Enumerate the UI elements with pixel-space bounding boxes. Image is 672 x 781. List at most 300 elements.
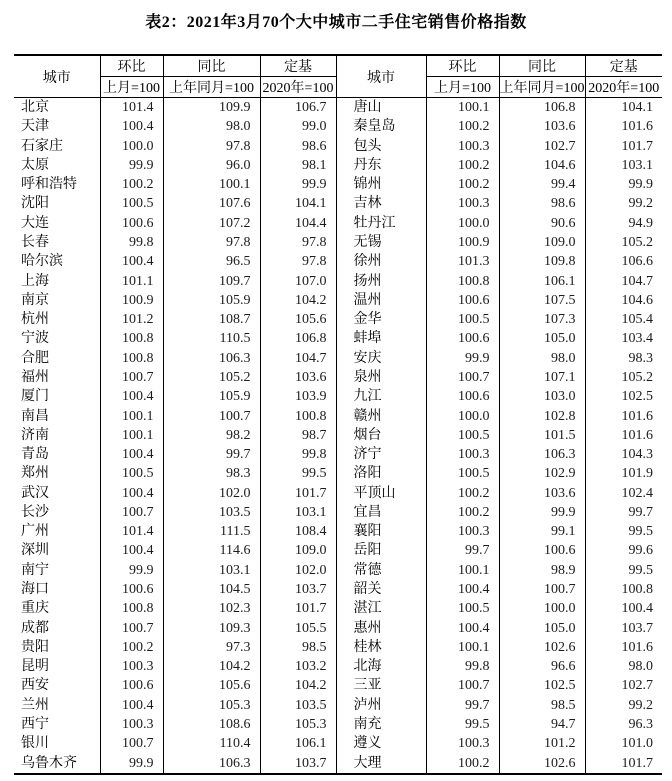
city-cell bbox=[14, 464, 100, 483]
city-cell bbox=[14, 754, 100, 774]
fixed-cell: 101.9 bbox=[585, 464, 662, 483]
yoy-cell: 103.6 bbox=[499, 117, 585, 136]
city-name: 济南 bbox=[21, 427, 49, 443]
city-name: 襄阳 bbox=[353, 524, 382, 540]
city-name: 昆明 bbox=[21, 659, 49, 675]
fixed-cell: 106.8 bbox=[260, 329, 336, 348]
city-cell bbox=[336, 117, 426, 136]
yoy-cell: 98.2 bbox=[163, 426, 260, 445]
city-cell bbox=[336, 580, 426, 599]
yoy-cell: 100.6 bbox=[499, 541, 585, 560]
city-name: 海口 bbox=[21, 582, 49, 598]
header-fixed-sub-right: 2020年=100 bbox=[585, 77, 662, 98]
mom-cell: 100.3 bbox=[426, 137, 499, 156]
mom-cell: 100.6 bbox=[100, 214, 163, 233]
mom-cell: 100.2 bbox=[100, 638, 163, 657]
table-row bbox=[14, 676, 662, 695]
table-row bbox=[14, 156, 662, 175]
table-row bbox=[14, 445, 662, 464]
city-cell bbox=[336, 156, 426, 175]
fixed-cell: 104.2 bbox=[260, 676, 336, 695]
mom-cell: 101.4 bbox=[100, 522, 163, 541]
city-name: 济宁 bbox=[353, 447, 382, 463]
mom-cell: 100.4 bbox=[426, 580, 499, 599]
yoy-cell: 102.6 bbox=[499, 754, 585, 774]
yoy-cell: 102.3 bbox=[163, 599, 260, 618]
yoy-cell: 105.6 bbox=[163, 676, 260, 695]
fixed-cell: 101.6 bbox=[585, 426, 662, 445]
city-cell bbox=[14, 214, 100, 233]
fixed-cell: 98.0 bbox=[585, 657, 662, 676]
table-row bbox=[14, 98, 662, 118]
city-name: 牡丹江 bbox=[353, 215, 396, 231]
mom-cell: 99.8 bbox=[426, 657, 499, 676]
table-row bbox=[14, 754, 662, 774]
mom-cell: 100.5 bbox=[426, 464, 499, 483]
fixed-cell: 99.9 bbox=[585, 175, 662, 194]
fixed-cell: 101.7 bbox=[260, 484, 336, 503]
yoy-cell: 98.3 bbox=[163, 464, 260, 483]
fixed-cell: 107.0 bbox=[260, 272, 336, 291]
mom-cell: 100.4 bbox=[426, 619, 499, 638]
fixed-cell: 94.9 bbox=[585, 214, 662, 233]
mom-cell: 100.5 bbox=[426, 310, 499, 329]
city-cell bbox=[14, 252, 100, 271]
city-name: 大理 bbox=[353, 755, 382, 771]
city-name: 兰州 bbox=[21, 697, 49, 713]
yoy-cell: 102.0 bbox=[163, 484, 260, 503]
header-mom-left: 环比 bbox=[100, 55, 163, 77]
city-cell bbox=[336, 484, 426, 503]
city-name: 深圳 bbox=[21, 543, 49, 559]
fixed-cell: 104.3 bbox=[585, 445, 662, 464]
fixed-cell: 104.4 bbox=[260, 214, 336, 233]
city-name: 九江 bbox=[353, 389, 382, 405]
mom-cell: 99.8 bbox=[100, 233, 163, 252]
city-name: 青岛 bbox=[21, 447, 49, 463]
city-name: 西宁 bbox=[21, 717, 49, 732]
yoy-cell: 105.2 bbox=[163, 368, 260, 387]
table-row bbox=[14, 619, 662, 638]
header-city-right: 城市 bbox=[336, 55, 426, 98]
city-name: 平顶山 bbox=[353, 485, 396, 501]
fixed-cell: 98.7 bbox=[260, 426, 336, 445]
city-name: 宁波 bbox=[21, 331, 49, 347]
table-row bbox=[14, 522, 662, 541]
mom-cell: 100.6 bbox=[426, 329, 499, 348]
city-name: 合肥 bbox=[21, 350, 49, 366]
table-row bbox=[14, 175, 662, 194]
mom-cell: 100.6 bbox=[100, 676, 163, 695]
fixed-cell: 108.4 bbox=[260, 522, 336, 541]
city-cell bbox=[336, 137, 426, 156]
table-row bbox=[14, 696, 662, 715]
yoy-cell: 109.7 bbox=[163, 272, 260, 291]
fixed-cell: 104.7 bbox=[585, 272, 662, 291]
yoy-cell: 111.5 bbox=[163, 522, 260, 541]
yoy-cell: 98.6 bbox=[499, 194, 585, 213]
city-cell bbox=[14, 291, 100, 310]
header-row-main bbox=[14, 55, 662, 77]
city-cell bbox=[14, 175, 100, 194]
mom-cell: 100.3 bbox=[426, 522, 499, 541]
mom-cell: 100.2 bbox=[426, 175, 499, 194]
fixed-cell: 101.7 bbox=[585, 137, 662, 156]
city-name: 西安 bbox=[21, 678, 49, 694]
city-cell bbox=[14, 715, 100, 734]
page-title: 表2：2021年3月70个大中城市二手住宅销售价格指数 bbox=[145, 14, 527, 31]
yoy-cell: 102.9 bbox=[499, 464, 585, 483]
city-name: 徐州 bbox=[353, 254, 382, 270]
city-name: 三亚 bbox=[353, 678, 382, 694]
yoy-cell: 97.8 bbox=[163, 233, 260, 252]
yoy-cell: 101.5 bbox=[499, 426, 585, 445]
city-name: 重庆 bbox=[21, 601, 49, 617]
yoy-cell: 105.9 bbox=[163, 291, 260, 310]
city-cell bbox=[336, 349, 426, 368]
city-cell bbox=[336, 214, 426, 233]
fixed-cell: 99.5 bbox=[585, 561, 662, 580]
city-cell bbox=[336, 522, 426, 541]
city-name: 锦州 bbox=[353, 177, 382, 193]
city-cell bbox=[14, 387, 100, 406]
city-name: 岳阳 bbox=[353, 543, 382, 559]
table-row bbox=[14, 561, 662, 580]
city-cell bbox=[336, 715, 426, 734]
yoy-cell: 100.7 bbox=[499, 580, 585, 599]
table-row bbox=[14, 329, 662, 348]
city-name: 石家庄 bbox=[21, 138, 63, 154]
mom-cell: 99.9 bbox=[100, 561, 163, 580]
city-name: 南充 bbox=[353, 717, 382, 732]
city-cell bbox=[336, 676, 426, 695]
yoy-cell: 104.6 bbox=[499, 156, 585, 175]
city-name: 成都 bbox=[21, 620, 49, 636]
mom-cell: 100.4 bbox=[100, 117, 163, 136]
fixed-cell: 99.2 bbox=[585, 696, 662, 715]
mom-cell: 99.9 bbox=[426, 349, 499, 368]
city-cell bbox=[14, 696, 100, 715]
city-cell bbox=[336, 541, 426, 560]
header-mom-sub-left: 上月=100 bbox=[100, 77, 163, 98]
yoy-cell: 106.8 bbox=[499, 98, 585, 118]
mom-cell: 100.4 bbox=[100, 445, 163, 464]
table-row bbox=[14, 137, 662, 156]
city-name: 沈阳 bbox=[21, 196, 49, 212]
city-name: 洛阳 bbox=[353, 466, 382, 482]
yoy-cell: 103.5 bbox=[163, 503, 260, 522]
fixed-cell: 98.1 bbox=[260, 156, 336, 175]
city-name: 北京 bbox=[21, 100, 49, 115]
city-cell bbox=[336, 98, 426, 118]
price-index-table bbox=[14, 54, 662, 775]
yoy-cell: 103.6 bbox=[499, 484, 585, 503]
header-fixed-right: 定基 bbox=[585, 55, 662, 77]
city-cell bbox=[336, 272, 426, 291]
table-row bbox=[14, 310, 662, 329]
header-yoy-sub-left: 上年同月=100 bbox=[163, 77, 260, 98]
fixed-cell: 99.2 bbox=[585, 194, 662, 213]
city-cell bbox=[336, 734, 426, 753]
mom-cell: 100.2 bbox=[426, 117, 499, 136]
city-name: 北海 bbox=[353, 659, 382, 675]
table-row bbox=[14, 484, 662, 503]
city-cell bbox=[336, 445, 426, 464]
city-name: 银川 bbox=[21, 736, 49, 752]
fixed-cell: 102.4 bbox=[585, 484, 662, 503]
fixed-cell: 101.7 bbox=[260, 599, 336, 618]
yoy-cell: 100.0 bbox=[499, 599, 585, 618]
table-row bbox=[14, 387, 662, 406]
yoy-cell: 103.0 bbox=[499, 387, 585, 406]
city-cell bbox=[336, 310, 426, 329]
fixed-cell: 101.0 bbox=[585, 734, 662, 753]
city-cell bbox=[14, 561, 100, 580]
mom-cell: 100.3 bbox=[426, 445, 499, 464]
mom-cell: 100.5 bbox=[426, 426, 499, 445]
mom-cell: 100.7 bbox=[426, 368, 499, 387]
yoy-cell: 104.2 bbox=[163, 657, 260, 676]
yoy-cell: 109.0 bbox=[499, 233, 585, 252]
fixed-cell: 101.6 bbox=[585, 638, 662, 657]
city-name: 唐山 bbox=[353, 100, 382, 115]
city-name: 吉林 bbox=[353, 196, 382, 212]
mom-cell: 99.5 bbox=[426, 715, 499, 734]
fixed-cell: 103.5 bbox=[260, 696, 336, 715]
city-cell bbox=[14, 445, 100, 464]
fixed-cell: 98.5 bbox=[260, 638, 336, 657]
city-name: 杭州 bbox=[21, 312, 49, 328]
city-cell bbox=[336, 368, 426, 387]
yoy-cell: 110.5 bbox=[163, 329, 260, 348]
header-fixed-left: 定基 bbox=[260, 55, 336, 77]
fixed-cell: 105.6 bbox=[260, 310, 336, 329]
yoy-cell: 107.6 bbox=[163, 194, 260, 213]
fixed-cell: 103.2 bbox=[260, 657, 336, 676]
fixed-cell: 109.0 bbox=[260, 541, 336, 560]
table-row bbox=[14, 638, 662, 657]
yoy-cell: 90.6 bbox=[499, 214, 585, 233]
city-name: 赣州 bbox=[353, 408, 382, 424]
city-cell bbox=[14, 137, 100, 156]
mom-cell: 100.0 bbox=[100, 137, 163, 156]
yoy-cell: 98.5 bbox=[499, 696, 585, 715]
city-cell bbox=[14, 426, 100, 445]
yoy-cell: 114.6 bbox=[163, 541, 260, 560]
city-name: 蚌埠 bbox=[353, 331, 382, 347]
fixed-cell: 101.6 bbox=[585, 117, 662, 136]
mom-cell: 100.1 bbox=[426, 561, 499, 580]
city-cell bbox=[336, 233, 426, 252]
mom-cell: 100.4 bbox=[100, 252, 163, 271]
mom-cell: 100.1 bbox=[426, 638, 499, 657]
city-name: 天津 bbox=[21, 119, 49, 135]
yoy-cell: 98.9 bbox=[499, 561, 585, 580]
yoy-cell: 106.1 bbox=[499, 272, 585, 291]
table-row bbox=[14, 407, 662, 426]
fixed-cell: 99.0 bbox=[260, 117, 336, 136]
city-name: 贵阳 bbox=[21, 639, 49, 655]
yoy-cell: 107.5 bbox=[499, 291, 585, 310]
fixed-cell: 104.7 bbox=[260, 349, 336, 368]
city-name: 长沙 bbox=[21, 504, 49, 520]
fixed-cell: 105.2 bbox=[585, 368, 662, 387]
yoy-cell: 105.0 bbox=[499, 619, 585, 638]
city-cell bbox=[336, 754, 426, 774]
mom-cell: 100.1 bbox=[100, 426, 163, 445]
fixed-cell: 100.8 bbox=[585, 580, 662, 599]
mom-cell: 100.5 bbox=[100, 194, 163, 213]
fixed-cell: 103.1 bbox=[585, 156, 662, 175]
yoy-cell: 107.1 bbox=[499, 368, 585, 387]
mom-cell: 100.2 bbox=[426, 754, 499, 774]
yoy-cell: 100.1 bbox=[163, 175, 260, 194]
yoy-cell: 109.3 bbox=[163, 619, 260, 638]
city-name: 福州 bbox=[21, 369, 49, 385]
city-cell bbox=[14, 349, 100, 368]
fixed-cell: 98.6 bbox=[260, 137, 336, 156]
mom-cell: 100.7 bbox=[100, 503, 163, 522]
city-cell bbox=[14, 619, 100, 638]
page bbox=[0, 9, 672, 775]
table-row bbox=[14, 541, 662, 560]
yoy-cell: 107.2 bbox=[163, 214, 260, 233]
yoy-cell: 98.0 bbox=[499, 349, 585, 368]
city-cell bbox=[336, 503, 426, 522]
city-name: 上海 bbox=[21, 273, 49, 289]
city-cell bbox=[14, 522, 100, 541]
city-name: 厦门 bbox=[21, 389, 49, 405]
mom-cell: 100.2 bbox=[100, 175, 163, 194]
city-name: 湛江 bbox=[353, 601, 382, 617]
city-cell bbox=[336, 619, 426, 638]
mom-cell: 100.8 bbox=[100, 329, 163, 348]
yoy-cell: 106.3 bbox=[163, 349, 260, 368]
header-city-left: 城市 bbox=[14, 55, 100, 98]
fixed-cell: 104.1 bbox=[585, 98, 662, 118]
fixed-cell: 106.7 bbox=[260, 98, 336, 118]
fixed-cell: 105.3 bbox=[260, 715, 336, 734]
mom-cell: 100.8 bbox=[100, 599, 163, 618]
fixed-cell: 97.8 bbox=[260, 233, 336, 252]
city-name: 武汉 bbox=[21, 485, 49, 501]
fixed-cell: 103.7 bbox=[585, 619, 662, 638]
mom-cell: 101.2 bbox=[100, 310, 163, 329]
city-cell bbox=[14, 657, 100, 676]
yoy-cell: 102.8 bbox=[499, 407, 585, 426]
city-cell bbox=[336, 426, 426, 445]
yoy-cell: 99.4 bbox=[499, 175, 585, 194]
table-row bbox=[14, 214, 662, 233]
fixed-cell: 99.5 bbox=[260, 464, 336, 483]
yoy-cell: 101.2 bbox=[499, 734, 585, 753]
table-row bbox=[14, 194, 662, 213]
city-cell bbox=[336, 252, 426, 271]
city-name: 包头 bbox=[353, 138, 382, 154]
mom-cell: 100.4 bbox=[100, 696, 163, 715]
mom-cell: 100.8 bbox=[100, 349, 163, 368]
city-cell bbox=[336, 696, 426, 715]
fixed-cell: 103.1 bbox=[260, 503, 336, 522]
mom-cell: 100.6 bbox=[426, 387, 499, 406]
yoy-cell: 102.5 bbox=[499, 676, 585, 695]
fixed-cell: 104.6 bbox=[585, 291, 662, 310]
mom-cell: 100.8 bbox=[426, 272, 499, 291]
fixed-cell: 103.9 bbox=[260, 387, 336, 406]
city-name: 常德 bbox=[353, 562, 382, 578]
fixed-cell: 106.1 bbox=[260, 734, 336, 753]
mom-cell: 99.9 bbox=[100, 156, 163, 175]
city-name: 太原 bbox=[21, 157, 49, 173]
yoy-cell: 96.6 bbox=[499, 657, 585, 676]
yoy-cell: 105.9 bbox=[163, 387, 260, 406]
fixed-cell: 97.8 bbox=[260, 252, 336, 271]
city-cell bbox=[14, 272, 100, 291]
city-cell bbox=[14, 233, 100, 252]
city-cell bbox=[336, 561, 426, 580]
fixed-cell: 102.7 bbox=[585, 676, 662, 695]
city-cell bbox=[14, 117, 100, 136]
city-name: 广州 bbox=[21, 524, 49, 540]
yoy-cell: 99.1 bbox=[499, 522, 585, 541]
yoy-cell: 104.5 bbox=[163, 580, 260, 599]
header-yoy-right: 同比 bbox=[499, 55, 585, 77]
table-row bbox=[14, 233, 662, 252]
mom-cell: 99.7 bbox=[426, 541, 499, 560]
fixed-cell: 99.8 bbox=[260, 445, 336, 464]
mom-cell: 100.3 bbox=[100, 657, 163, 676]
yoy-cell: 105.0 bbox=[499, 329, 585, 348]
mom-cell: 100.3 bbox=[100, 715, 163, 734]
yoy-cell: 109.9 bbox=[163, 98, 260, 118]
fixed-cell: 105.2 bbox=[585, 233, 662, 252]
fixed-cell: 101.7 bbox=[585, 754, 662, 774]
fixed-cell: 103.4 bbox=[585, 329, 662, 348]
table-row bbox=[14, 657, 662, 676]
mom-cell: 100.2 bbox=[426, 503, 499, 522]
header-mom-right: 环比 bbox=[426, 55, 499, 77]
mom-cell: 100.0 bbox=[426, 407, 499, 426]
city-cell bbox=[14, 734, 100, 753]
city-name: 金华 bbox=[353, 312, 382, 328]
fixed-cell: 105.5 bbox=[260, 619, 336, 638]
city-name: 遵义 bbox=[353, 736, 382, 752]
yoy-cell: 108.7 bbox=[163, 310, 260, 329]
city-name: 桂林 bbox=[353, 639, 382, 655]
city-cell bbox=[14, 368, 100, 387]
yoy-cell: 103.1 bbox=[163, 561, 260, 580]
table-row bbox=[14, 291, 662, 310]
city-name: 扬州 bbox=[353, 273, 382, 289]
city-cell bbox=[336, 657, 426, 676]
fixed-cell: 98.3 bbox=[585, 349, 662, 368]
city-cell bbox=[336, 175, 426, 194]
mom-cell: 100.1 bbox=[100, 407, 163, 426]
city-cell bbox=[14, 329, 100, 348]
yoy-cell: 100.7 bbox=[163, 407, 260, 426]
city-cell bbox=[14, 638, 100, 657]
city-name: 南宁 bbox=[21, 562, 49, 578]
city-name: 烟台 bbox=[353, 427, 382, 443]
yoy-cell: 106.3 bbox=[499, 445, 585, 464]
yoy-cell: 94.7 bbox=[499, 715, 585, 734]
fixed-cell: 99.6 bbox=[585, 541, 662, 560]
yoy-cell: 110.4 bbox=[163, 734, 260, 753]
header-yoy-left: 同比 bbox=[163, 55, 260, 77]
mom-cell: 101.1 bbox=[100, 272, 163, 291]
city-name: 韶关 bbox=[353, 582, 382, 598]
yoy-cell: 108.6 bbox=[163, 715, 260, 734]
